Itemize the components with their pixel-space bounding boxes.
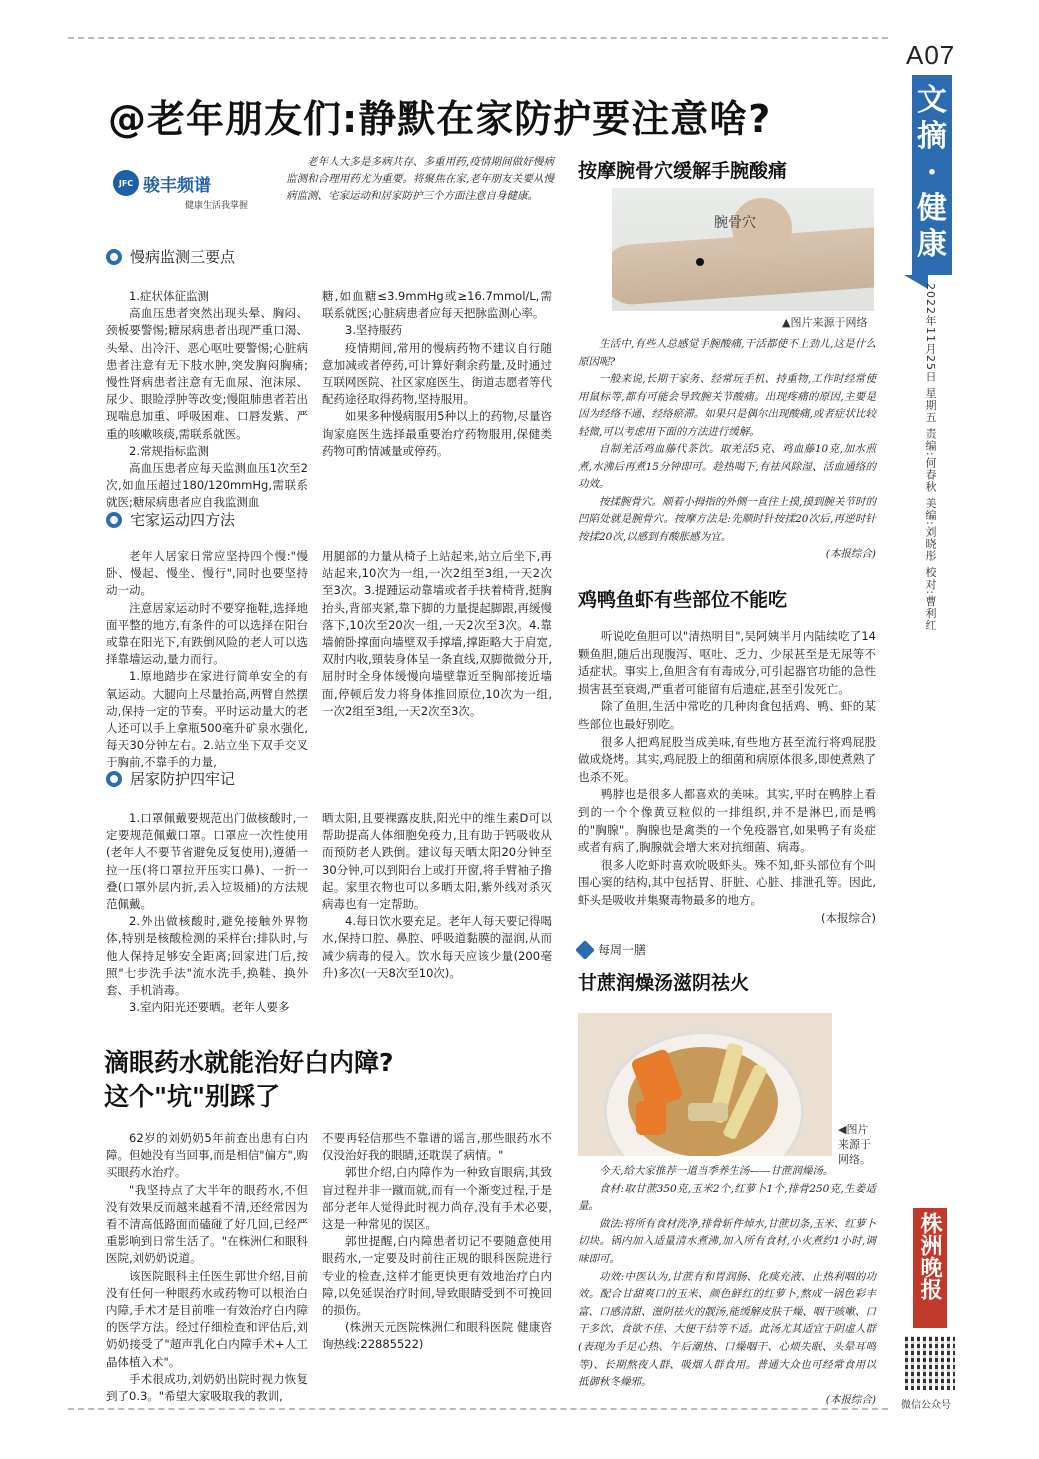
article5-title-line1: 滴眼药水就能治好白内障? xyxy=(104,1048,394,1077)
brand-badge-icon: JFC xyxy=(113,170,139,196)
soup-image xyxy=(578,1013,832,1156)
article2-image-caption: ▲图片来源于网络 xyxy=(782,316,868,329)
article1-sec3-right: 晒太阳,且要裸露皮肤,阳光中的维生素D可以帮助提高人体细胞免疫力,且有助于钙吸收从而预防老人跌倒。建议每天晒太阳20分钟至30分钟,可以到阳台上或打开窗,将手臂袖子撸起。家里衣物也可以多晒太阳,紫外线对杀灭病毒也有一定帮助。 4.每日饮水要充足。老年人每天要记得喝水,保持口腔、鼻腔、呼吸道黏膜的湿润,从而减少病毒的侵入。饮水每天应该少量(200毫升)多次(一天8次至10次)。 xyxy=(322,811,552,980)
paper-logo: 株洲晚报 xyxy=(913,1208,947,1328)
article4-image-caption: ◀图片来源于网络。 xyxy=(838,1123,871,1166)
image-label: 腕骨穴 xyxy=(714,215,756,231)
article1-sec1-right: 糖,如血糖≤3.9mmHg或≥16.7mmol/L,需联系就医;心脏病患者应每天把脉监测心率。 3.坚持服药 疫情期间,常用的慢病药物不建议自行随意加减或者停药,可计算好剩余药量,及时通过互联网医院、社区家庭医生、街道志愿者等代配药途径取得药物,坚持服用。 如果多种慢病服用5种以上的药物,尽量咨询家庭医生选择最重要治疗药物服用,保健类药物可酌情减量或停药。 xyxy=(322,289,552,458)
dateline: 2022年11月25日 星期五 责编:何春秋 美编:刘晓彤 校对:曹利红 xyxy=(924,283,937,632)
article2-title: 按摩腕骨穴缓解手腕酸痛 xyxy=(578,160,788,182)
bullet-circle-icon xyxy=(106,249,122,265)
article1-title: @老年朋友们:静默在家防护要注意啥? xyxy=(108,97,772,141)
qr-label: 微信公众号 xyxy=(901,1400,951,1411)
article3-title: 鸡鸭鱼虾有些部位不能吃 xyxy=(578,589,788,611)
article5-title xyxy=(104,1046,394,1114)
article5-title-line2: 这个"坑"别踩了 xyxy=(104,1082,281,1111)
section-heading-2: 宅家运动四方法 xyxy=(106,509,235,530)
article1-sec2-right: 用腿部的力量从椅子上站起来,站立后坐下,再站起来,10次为一组,一次2组至3组,一天2次至3次。3.提踵运动靠墙或者手扶着椅背,挺胸抬头,背部夹紧,靠下脚的力量提起脚跟,再缓慢落下,10次至20次一组,一天2次至3次。4.靠墙俯卧撑面向墙壁双手撑墙,撑距略大于肩宽,双肘内收,頸装身体呈一条直线,双脚微微分开,屈肘时全身体缓慢向墙壁靠近至胸部接近墙面,停顿后发力将身体推回原位,10次为一组,一次2组至3组,一天2次至3次。 xyxy=(322,549,552,718)
article1-sec3-left: 1.口罩佩戴要规范出门做核酸时,一定要规范佩戴口罩。口罩应一次性使用(老年人不要节省避免反复使用),遵循一拉一压(将口罩拉开压实口鼻)、一折一叠(口罩外层内折,丢入垃圾桶)的方法规范佩戴。 2.外出做核酸时,避免接触外界物体,特别是核酸检测的采样台;排队时,与他人保持足够安全距离;回家进门后,按照"七步洗手法"流水洗手,换鞋、换外套、手机消毒。 3.室内阳光还要晒。老年人要多 xyxy=(106,811,308,1015)
bullet-circle-icon xyxy=(106,512,122,528)
article1-sec1-left: 1.症状体征监测 高血压患者突然出现头晕、胸闷、颈板要警惕;糖尿病患者出现严重口渴、头晕、出冷汗、恶心呕吐要警惕;心脏病患者注意有无下肢水肿,突发胸闷胸痛;慢性肾病患者注意有无血尿、泡沫尿、尿少、眼睑浮肿等改变;慢阻肺患者若出现喘息加重、呼吸困难、口唇发紫、严重的咳嗽咳痰,需联系就医。 2.常规指标监测 高血压患者应每天监测血压1次至2次,如血压超过180/120mmHg,需联系就医;糖尿病患者应自我监测血 xyxy=(106,289,308,510)
top-rule xyxy=(68,37,888,39)
acupoint-dot-icon xyxy=(696,258,704,266)
section-heading-1: 慢病监测三要点 xyxy=(106,246,235,267)
article4-body: 今天,给大家推荐一道当季养生汤——甘蔗润燥汤。 食材:取甘蔗350克,玉米2个,红萝卜1个,排骨250克,生姜适量。 做法:将所有食材洗净,排骨斩件焯水,甘蔗切条,玉米、红萝卜切块。锅内加入适量清水煮沸,加入所有食材,小火煮约1小时,调味即可。 功效:中医认为,甘蔗有和胃润肠、化痰充液、止热利咽的功效。配合甘甜爽口的玉米、颜色鲜红的红萝卜,熬成一锅色彩丰富、口感清甜、滋阴祛火的靓汤,能缓解皮肤干燥、咽干咳嗽、口干多饮、食欲不佳、大便干结等不适。此汤尤其适宜于阴虚人群(表现为手足心热、午后潮热、口燥咽干、心烦失眠、头晕耳鸣等)、长期熬夜人群、吸烟人群食用。普通大众也可经常食用以抵御秋冬燥邪。 (本报综合) xyxy=(578,1165,876,1406)
article5-left: 62岁的刘奶奶5年前查出患有白内障。但她没有当回事,而是相信"偏方",购买眼药水治疗。 "我坚持点了大半年的眼药水,不但没有效果反而越来越看不清,还经常因为看不清高低路面而磕碰了好几回,已经严重影响到日常生活了。"在株洲仁和眼科医院,刘奶奶说道。 该医院眼科主任医生郭世介绍,目前没有任何一种眼药水或药物可以根治白内障,手术才是目前唯一有效治疗白内障的医学方法。经过仔细检查和评估后,刘奶奶接受了"超声乳化白内障手术+人工晶体植入术"。 手术很成功,刘奶奶出院时视力恢复到了0.3。"希望大家吸取我的教训, xyxy=(106,1131,308,1404)
article4-title: 甘蔗润燥汤滋阴祛火 xyxy=(578,972,750,994)
section-heading-3: 居家防护四牢记 xyxy=(106,768,235,789)
section-banner: 文摘·健康 xyxy=(912,75,952,275)
bullet-circle-icon xyxy=(106,771,122,787)
wrist-acupoint-image xyxy=(612,188,874,311)
brand-slogan: 健康生活我掌握 xyxy=(185,201,249,211)
article2-body: 生活中,有些人总感觉手腕酸痛,干活都使不上劲儿,这是什么原因呢? 一般来说,长期干家务、经常玩手机、持重物,工作时经常使用鼠标等,都有可能会导致腕关节酸痛。出现疼痛的原因,主要是因为经络不通、经络瘀滞。如果只是偶尔出现酸痛,或者症状比较轻微,可以考虑用下面的方法进行缓解。 自制羌活鸡血藤代茶饮。取羌活5克、鸡血藤10克,加水煎煮,水沸后再煮15分钟即可。趁热喝下,有祛风除湿、活血通络的功效。 按揉腕骨穴。顺着小拇指的外侧一直往上摸,摸到腕关节时的凹陷处就是腕骨穴。按摩方法是:先顺时针按揉20次后,再逆时针按揉20次,以感到有酸胀感为宜。 (本报综合) xyxy=(578,338,876,560)
brand-name: 骏丰频谱 xyxy=(143,175,211,196)
weekly-recipe-tag: 每周一膳 xyxy=(578,941,646,958)
article5-right: 不要再轻信那些不靠谱的谣言,那些眼药水不仅没治好我的眼睛,还耽误了病情。" 郭世介绍,白内障作为一种致盲眼病,其致盲过程并非一蹴而就,而有一个渐变过程,于是部分老年人觉得此时视力尚存,没有手术必要,这是一种常见的误区。 郭世提醒,白内障患者切记不要随意使用眼药水,一定要及时前往正规的眼科医院进行专业的检查,这样才能更快更有效地治疗白内障,以免延误治疗时间,导致眼睛受到不可挽回的损伤。 (株洲天元医院株洲仁和眼科医院 健康咨询热线:22885522) xyxy=(322,1131,552,1352)
article1-lead: 老年人大多是多病共存、多重用药,疫情期间做好慢病监测和合理用药尤为重要。将聚焦在家,老年朋友关要从慢病监测、宅家运动和居家防护三个方面注意自身健康。 xyxy=(286,156,554,202)
tag-icon xyxy=(575,940,595,960)
article3-body: 听说吃鱼胆可以"清热明目",吴阿姨半月内陆续吃了14颗鱼胆,随后出现腹泻、呕吐、乏力、少尿甚至是无尿等不适症状。事实上,鱼胆含有有毒成分,可引起器官功能的急性损害甚至衰竭,严重者可能留有后遗症,甚至引发死亡。 除了鱼胆,生活中常吃的几种肉食包括鸡、鸭、虾的某些部位也最好别吃。 很多人把鸡屁股当成美味,有些地方甚至流行将鸡屁股做成烧烤。其实,鸡屁股上的细菌和病原体很多,即使煮熟了也杀不死。 鸭脖也是很多人都喜欢的美味。其实,平时在鸭脖上看到的一个个像黄豆粒似的一排组织,并不是淋巴,而是鸭的"胸腺"。胸腺也是禽类的一个免疫器官,如果鸭子有炎症或者有病了,胸腺就会增大来对抗细菌、病毒。 很多人吃虾时喜欢吮吸虾头。殊不知,虾头部位有个叫围心窦的结构,其中包括胃、肝脏、心脏、排泄孔等。因此,虾头是吸收并集聚毒物最多的地方。 (本报综合) xyxy=(578,629,876,925)
page-number: A07 xyxy=(906,40,956,70)
brand-logo xyxy=(113,170,211,196)
article1-sec2-left: 老年人居家日常应坚持四个慢:"慢卧、慢起、慢坐、慢行",同时也要坚持动一动。 注意居家运动时不要穿拖鞋,选择地面平整的地方,有条件的可以选择在阳台或靠在阳光下,有跌倒风险的老人可以选择靠墙运动,量力而行。 1.原地踏步在家进行简单安全的有氧运动。大腿向上尽量抬高,两臂自然摆动,保持一定的节奏。平时运动量大的老人还可以手上拿瓶500毫升矿泉水强化,每天30分钟左右。2.站立坐下双手交叉于胸前,不靠手的力量, xyxy=(106,549,308,770)
